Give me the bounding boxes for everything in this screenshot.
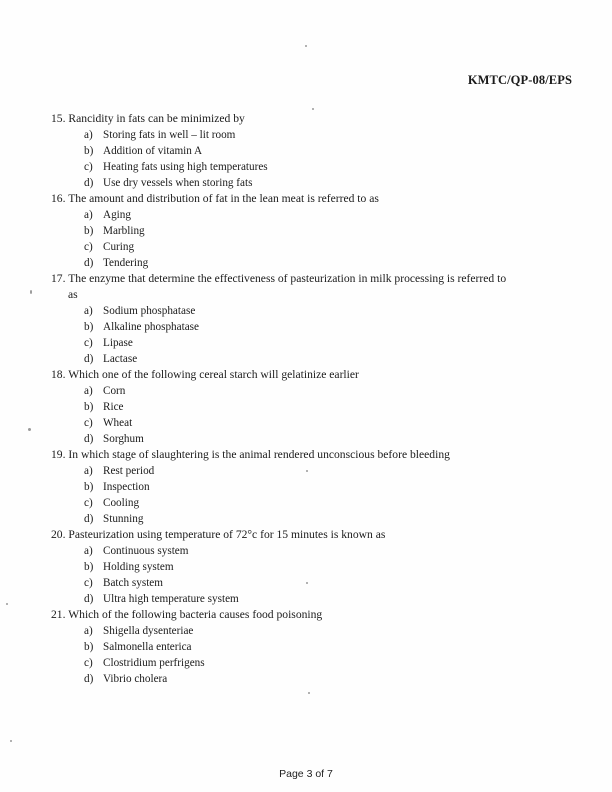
answer-option — [51, 207, 531, 223]
option-letter: b) — [84, 225, 94, 237]
question-text: The amount and distribution of fat in the lean meat is referred to as — [68, 192, 379, 205]
option-letter: b) — [84, 561, 94, 573]
option-text: Cooling — [103, 497, 140, 509]
option-text: Sodium phosphatase — [103, 305, 196, 317]
answer-option — [51, 319, 531, 335]
option-list — [51, 207, 531, 271]
option-letter: c) — [84, 497, 93, 509]
answer-option — [51, 143, 531, 159]
option-letter: c) — [84, 417, 93, 429]
answer-option — [51, 479, 531, 495]
option-text: Storing fats in well – lit room — [103, 129, 236, 141]
option-text: Continuous system — [103, 545, 189, 557]
option-letter: c) — [84, 161, 93, 173]
option-text: Stunning — [103, 513, 144, 525]
answer-option — [51, 351, 531, 367]
option-letter: d) — [84, 673, 94, 685]
answer-option — [51, 591, 531, 607]
option-letter: b) — [84, 321, 94, 333]
option-text: Wheat — [103, 417, 133, 429]
option-text: Heating fats using high temperatures — [103, 161, 268, 173]
answer-option — [51, 159, 531, 175]
option-text: Aging — [103, 209, 131, 221]
option-letter: a) — [84, 465, 93, 477]
option-letter: c) — [84, 241, 93, 253]
page-of: of — [315, 768, 325, 780]
answer-option — [51, 383, 531, 399]
question-stem — [51, 367, 531, 383]
scan-speck — [6, 603, 8, 605]
option-letter: d) — [84, 433, 94, 445]
question-text: Which one of the following cereal starch will gelatinize earlier — [68, 368, 359, 381]
question-stem — [51, 271, 531, 287]
option-text: Batch system — [103, 577, 163, 589]
question-number: 15. — [51, 112, 66, 125]
option-letter: a) — [84, 209, 93, 221]
page-footer — [0, 768, 612, 780]
option-text: Ultra high temperature system — [103, 593, 239, 605]
question-stem — [51, 191, 531, 207]
question-number: 16. — [51, 192, 66, 205]
page-current: 3 — [306, 768, 313, 780]
answer-option — [51, 559, 531, 575]
question-stem — [51, 111, 531, 127]
question-text: Which of the following bacteria causes food poisoning — [68, 608, 323, 621]
option-list — [51, 303, 531, 367]
question-stem — [51, 527, 531, 543]
option-letter: d) — [84, 257, 94, 269]
question-stem — [51, 447, 531, 463]
option-letter: a) — [84, 305, 93, 317]
option-text: Rice — [103, 401, 124, 413]
document-code: KMTC/QP-08/EPS — [467, 73, 572, 87]
page-label: Page — [279, 768, 304, 780]
answer-option — [51, 239, 531, 255]
option-letter: d) — [84, 177, 94, 189]
answer-option — [51, 463, 531, 479]
option-letter: b) — [84, 641, 94, 653]
answer-option — [51, 575, 531, 591]
option-text: Vibrio cholera — [103, 673, 168, 685]
answer-option — [51, 639, 531, 655]
question-stem — [51, 607, 531, 623]
option-text: Salmonella enterica — [103, 641, 192, 653]
option-text: Rest period — [103, 465, 155, 477]
option-text: Curing — [103, 241, 135, 253]
option-text: Holding system — [103, 561, 174, 573]
option-text: Shigella dysenteriae — [103, 625, 194, 637]
answer-option — [51, 335, 531, 351]
question-number: 18. — [51, 368, 66, 381]
option-text: Addition of vitamin A — [103, 145, 203, 157]
answer-option — [51, 415, 531, 431]
question-number: 19. — [51, 448, 66, 461]
option-letter: a) — [84, 385, 93, 397]
option-letter: d) — [84, 513, 94, 525]
answer-option — [51, 655, 531, 671]
option-letter: a) — [84, 545, 93, 557]
question-text: Pasteurization using temperature of 72°c for 15 minutes is known as — [68, 528, 386, 541]
option-text: Lactase — [103, 353, 138, 365]
answer-option — [51, 255, 531, 271]
question-text-continuation: as — [68, 288, 78, 301]
option-text: Tendering — [103, 257, 149, 269]
option-list — [51, 463, 531, 527]
option-text: Corn — [103, 385, 126, 397]
option-text: Alkaline phosphatase — [103, 321, 200, 333]
answer-option — [51, 543, 531, 559]
option-list — [51, 383, 531, 447]
answer-option — [51, 399, 531, 415]
page-total: 7 — [327, 768, 333, 780]
option-letter: d) — [84, 353, 94, 365]
scan-speck — [10, 740, 12, 742]
option-letter: c) — [84, 337, 93, 349]
answer-option — [51, 431, 531, 447]
answer-option — [51, 495, 531, 511]
option-letter: a) — [84, 129, 93, 141]
question-21 — [51, 607, 531, 687]
scan-speck — [312, 108, 314, 110]
question-number: 20. — [51, 528, 66, 541]
question-16 — [51, 191, 531, 271]
option-text: Lipase — [103, 337, 133, 349]
question-15 — [51, 111, 531, 191]
answer-option — [51, 175, 531, 191]
option-text: Use dry vessels when storing fats — [103, 177, 253, 189]
option-letter: b) — [84, 481, 94, 493]
question-18 — [51, 367, 531, 447]
option-letter: b) — [84, 145, 94, 157]
question-text: Rancidity in fats can be minimized by — [68, 112, 245, 125]
scan-speck — [308, 692, 310, 694]
scan-speck — [306, 470, 308, 472]
scan-speck — [306, 582, 308, 584]
option-letter: a) — [84, 625, 93, 637]
option-list — [51, 623, 531, 687]
option-letter: d) — [84, 593, 94, 605]
option-list — [51, 543, 531, 607]
option-list — [51, 127, 531, 191]
option-letter: b) — [84, 401, 94, 413]
option-letter: c) — [84, 577, 93, 589]
answer-option — [51, 511, 531, 527]
question-list — [51, 111, 531, 687]
option-text: Clostridium perfrigens — [103, 657, 205, 669]
answer-option — [51, 623, 531, 639]
answer-option — [51, 303, 531, 319]
option-letter: c) — [84, 657, 93, 669]
scan-speck — [30, 290, 32, 294]
scan-speck — [305, 45, 307, 47]
answer-option — [51, 223, 531, 239]
option-text: Marbling — [103, 225, 145, 237]
question-text: The enzyme that determine the effectiveness of pasteurization in milk processing is referred to — [68, 272, 507, 285]
scan-speck — [28, 428, 31, 431]
answer-option — [51, 127, 531, 143]
question-20 — [51, 527, 531, 607]
question-19 — [51, 447, 531, 527]
question-17 — [51, 271, 531, 367]
option-text: Sorghum — [103, 433, 144, 445]
answer-option — [51, 671, 531, 687]
option-text: Inspection — [103, 481, 150, 493]
question-number: 21. — [51, 608, 66, 621]
question-text: In which stage of slaughtering is the animal rendered unconscious before bleeding — [68, 448, 450, 461]
question-number: 17. — [51, 272, 66, 285]
